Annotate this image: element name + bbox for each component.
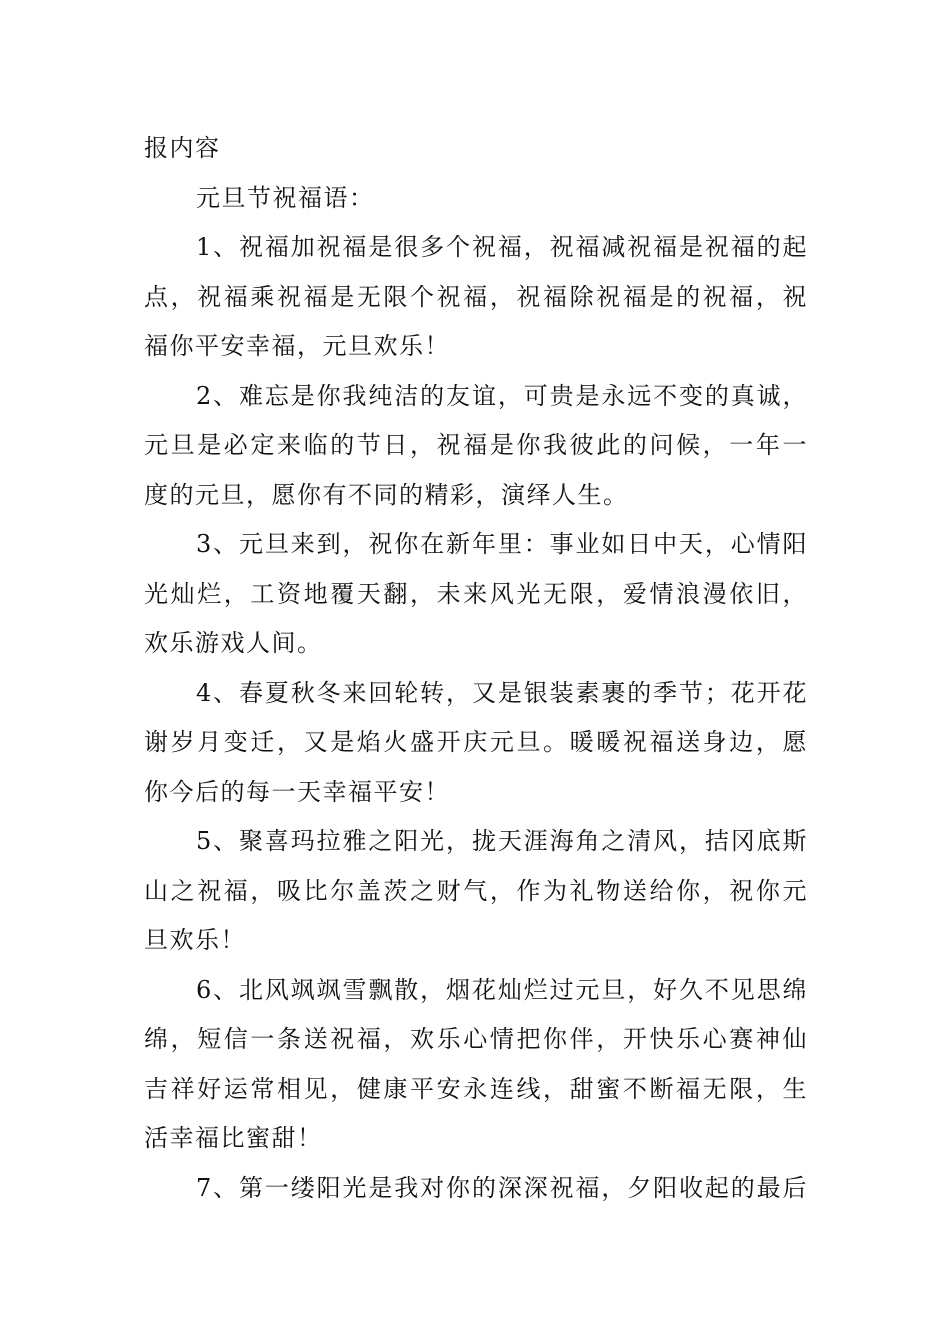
text-line: 福你平安幸福，元旦欢乐！ <box>144 332 450 360</box>
text-line: 1、祝福加祝福是很多个祝福，祝福减祝福是祝福的起 <box>196 233 808 261</box>
text-line: 5、聚喜玛拉雅之阳光，拢天涯海角之清风，拮冈底斯 <box>196 827 808 855</box>
text-line: 吉祥好运常相见，健康平安永连线，甜蜜不断福无限，生 <box>144 1074 808 1103</box>
text-line: 元旦是必定来临的节日，祝福是你我彼此的问候，一年一 <box>144 431 808 459</box>
text-line: 报内容 <box>144 134 221 162</box>
text-line: 欢乐游戏人间。 <box>144 629 323 657</box>
text-line: 谢岁月变迁，又是焰火盛开庆元旦。暖暖祝福送身边，愿 <box>144 728 808 756</box>
section-heading: 元旦节祝福语： <box>196 183 375 212</box>
text-line: 你今后的每一天幸福平安！ <box>144 777 450 806</box>
text-line: 点，祝福乘祝福是无限个祝福，祝福除祝福是的祝福，祝 <box>144 282 808 311</box>
text-line: 山之祝福，吸比尔盖茨之财气，作为礼物送给你，祝你元 <box>144 876 808 905</box>
text-line: 绵，短信一条送祝福，欢乐心情把你伴，开快乐心赛神仙 <box>144 1025 808 1053</box>
text-line: 旦欢乐！ <box>144 926 246 954</box>
text-line: 3、元旦来到，祝你在新年里：事业如日中天，心情阳 <box>196 530 808 558</box>
text-line: 7、第一缕阳光是我对你的深深祝福，夕阳收起的最后 <box>196 1173 808 1202</box>
document-body <box>144 124 808 1213</box>
text-line: 度的元旦，愿你有不同的精彩，演绎人生。 <box>144 480 629 509</box>
text-line: 4、春夏秋冬来回轮转，又是银装素裹的季节；花开花 <box>196 678 808 707</box>
text-line: 6、北风飒飒雪飘散，烟花灿烂过元旦，好久不见思绵 <box>196 975 808 1004</box>
text-line: 2、难忘是你我纯洁的友谊，可贵是永远不变的真诚， <box>196 381 808 410</box>
text-line: 活幸福比蜜甜！ <box>144 1124 323 1152</box>
text-line: 光灿烂，工资地覆天翻，未来风光无限，爱情浪漫依旧， <box>144 579 808 608</box>
